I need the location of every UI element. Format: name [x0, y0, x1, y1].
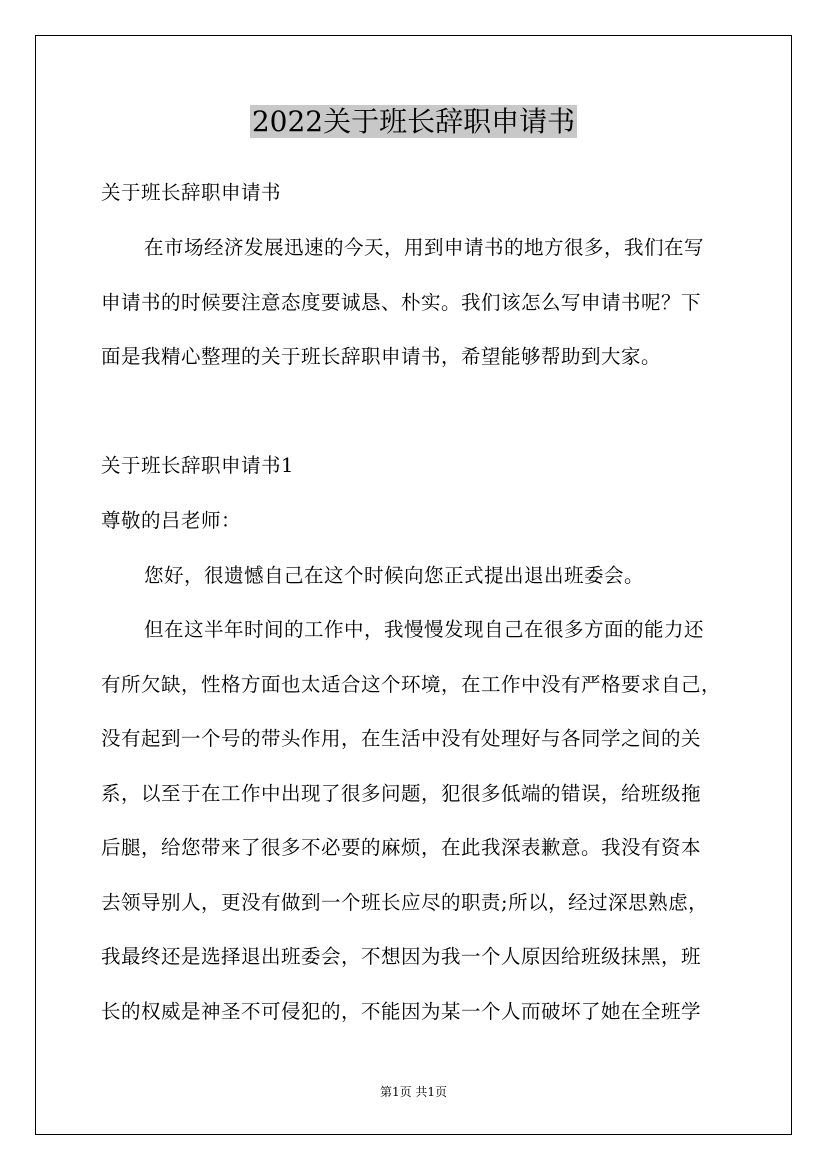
salutation: 尊敬的吕老师：	[101, 509, 242, 532]
body-line-8: 长的权威是神圣不可侵犯的，不能因为某一个人而破坏了她在全班学	[101, 1000, 702, 1023]
intro-line-1: 在市场经济发展迅速的今天，用到申请书的地方很多，我们在写	[144, 236, 705, 259]
greeting-line: 您好，很遗憾自己在这个时候向您正式提出退出班委会。	[144, 564, 645, 587]
intro-line-3: 面是我精心整理的关于班长辞职申请书，希望能够帮助到大家。	[101, 345, 662, 368]
body-line-1: 但在这半年时间的工作中，我慢慢发现自己在很多方面的能力还	[144, 618, 705, 641]
intro-line-2: 申请书的时候要注意态度要诚恳、朴实。我们该怎么写申请书呢？下	[101, 291, 702, 314]
body-line-2: 有所欠缺，性格方面也太适合这个环境，在工作中没有严格要求自己，	[101, 673, 722, 696]
body-line-5: 后腿，给您带来了很多不必要的麻烦，在此我深表歉意。我没有资本	[101, 836, 702, 859]
body-line-4: 系，以至于在工作中出现了很多问题，犯很多低端的错误，给班级拖	[101, 782, 702, 805]
document-title: 2022关于班长辞职申请书	[251, 105, 576, 138]
body-line-3: 没有起到一个号的带头作用，在生活中没有处理好与各同学之间的关	[101, 727, 702, 750]
body-line-7: 我最终还是选择退出班委会，不想因为我一个人原因给班级抹黑，班	[101, 945, 702, 968]
page-footer: 第1页 共1页	[379, 1085, 448, 1099]
body-line-6: 去领导别人，更没有做到一个班长应尽的职责;所以，经过深思熟虑，	[101, 891, 709, 914]
section-heading: 关于班长辞职申请书1	[101, 454, 294, 477]
document-subtitle: 关于班长辞职申请书	[101, 181, 282, 204]
